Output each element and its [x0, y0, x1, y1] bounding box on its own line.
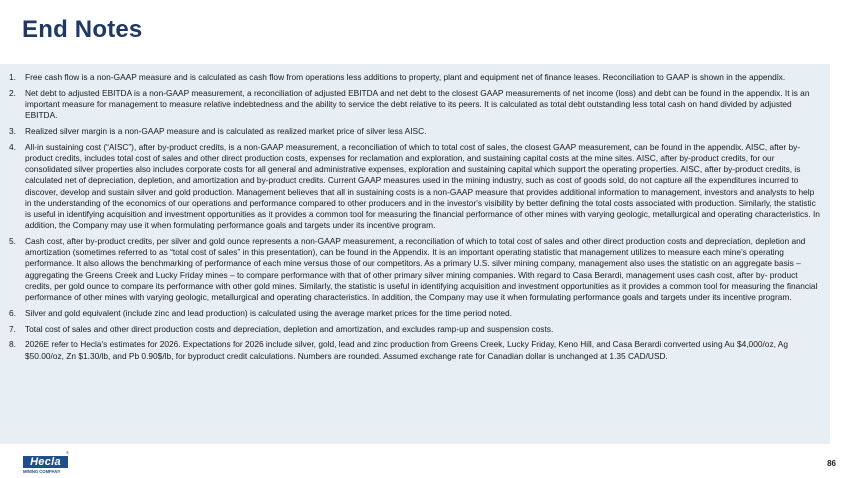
end-note-item	[0, 126, 820, 137]
end-note-text: Cash cost, after by-product credits, per silver and gold ounce represents a non-GAAP measurement, a reconciliation of which to total cost of sales and other direct production costs and depreciation, depletion and amortization (sometimes referred to as “total cost of sales” in this presentation), can be found in the Appendix. It is an important operating statistic that management utilizes to measure each mine's operating performance. It also allows the benchmarking of performance of each mine versus those of our competitors. As a primary U.S. silver mining company, management also uses the statistic on an aggregate basis – aggregating the Greens Creek and Lucky Friday mines – to compare performance with that of other primary silver mining companies. With regard to Casa Berardi, management uses cash cost, after by- product credits, per gold ounce to compare its performance with other gold mines. Similarly, the statistic is useful in identifying acquisition and investment opportunities as it provides a common tool for measuring the financial performance of other mines with varying geologic, metallurgical and operating characteristics. In addition, the Company may use it when formulating performance goals and targets under its incentive program.	[25, 236, 818, 303]
end-note-number: 4.	[9, 141, 16, 152]
end-note-item	[0, 236, 820, 303]
end-note-item	[0, 142, 820, 232]
end-notes-list	[0, 64, 830, 362]
end-note-text: Silver and gold equivalent (include zinc and lead production) is calculated using the average market prices for the time period noted.	[25, 307, 513, 318]
end-note-number: 2.	[9, 87, 16, 98]
end-note-number: 1.	[9, 72, 16, 82]
end-note-text: Realized silver margin is a non-GAAP measure and is calculated as realized market price of silver less AISC.	[25, 126, 427, 136]
end-note-text: All-in sustaining cost (“AISC”), after by-product credits, is a non-GAAP measurement, a reconciliation of which to total cost of sales, the closest GAAP measurement, can be found in the appendix. AISC, after by-product credits, includes total cost of sales and other direct production costs, expenses for reclamation and exploration, and sustaining capital costs at the mine sites. AISC, after by-product credits, for our consolidated silver properties also includes corporate costs for all general and administrative expenses, exploration and sustaining capital which support the operating properties. AISC, after by-product credits, is calculated net of depreciation, depletion, and amortization and by-product credits. Current GAAP measures used in the mining industry, such as cost of goods sold, do not capture all the expenditures incurred to discover, develop and sustain silver and gold production. Management believes that all in sustaining costs is a non-GAAP measure that provides additional information to management, investors and analysts to help in the understanding of the economics of our operations and performance compared to other producers and in the investor's visibility by better defining the total costs associated with production. Similarly, the statistic is useful in identifying acquisition and investment opportunities as it provides a common tool for measuring the financial performance of other mines with varying geologic, metallurgical and operating characteristics. In addition, the Company may use it when formulating performance goals and targets under its incentive program.	[25, 141, 820, 231]
page-title: End Notes	[22, 16, 143, 43]
end-note-item	[0, 72, 820, 83]
end-note-text: Free cash flow is a non-GAAP measure and is calculated as cash flow from operations less additions to property, plant and equipment net of finance leases. Reconciliation to GAAP is shown in the appendix.	[25, 72, 786, 82]
end-note-item	[0, 88, 820, 122]
end-note-number: 8.	[9, 339, 16, 350]
end-note-item	[0, 339, 820, 361]
end-note-text: Total cost of sales and other direct production costs and depreciation, depletion and amortization, and excludes ramp-up and suspension costs.	[25, 323, 554, 334]
page-number: 86	[827, 459, 836, 468]
end-note-text: 2026E refer to Hecla's estimates for 2026. Expectations for 2026 include silver, gold, lead and zinc production from Greens Creek, Lucky Friday, Keno Hill, and Casa Berardi converted using Au $4,000/oz, Ag $50.00/oz, Zn $1.30/lb, and Pb 0.90$/lb, for byproduct credit calculations. Numbers are rounded. Assumed exchange rate for Canadian dollar is unchanged at 1.35 CAD/USD.	[25, 339, 788, 361]
hecla-logo-wordmark: Hecla	[23, 456, 68, 468]
hecla-logo-subtitle: MINING COMPANY	[23, 468, 61, 474]
end-note-number: 7.	[9, 323, 16, 334]
end-notes-panel	[0, 64, 830, 444]
end-note-item	[0, 308, 820, 319]
registered-mark: ®	[66, 450, 69, 455]
end-note-number: 6.	[9, 307, 16, 318]
end-note-item	[0, 324, 820, 335]
end-note-number: 3.	[9, 126, 16, 136]
end-note-number: 5.	[9, 236, 16, 247]
hecla-logo	[23, 450, 69, 474]
end-note-text: Net debt to adjusted EBITDA is a non-GAAP measurement, a reconciliation of adjusted EBITDA and net debt to the closest GAAP measurements of net income (loss) and debt can be found in the appendix. It is an important measure for management to measure relative indebtedness and the ability to service the debt relative to its peers. It is calculated as total debt outstanding less total cash on hand divided by adjusted EBITDA.	[25, 87, 810, 121]
